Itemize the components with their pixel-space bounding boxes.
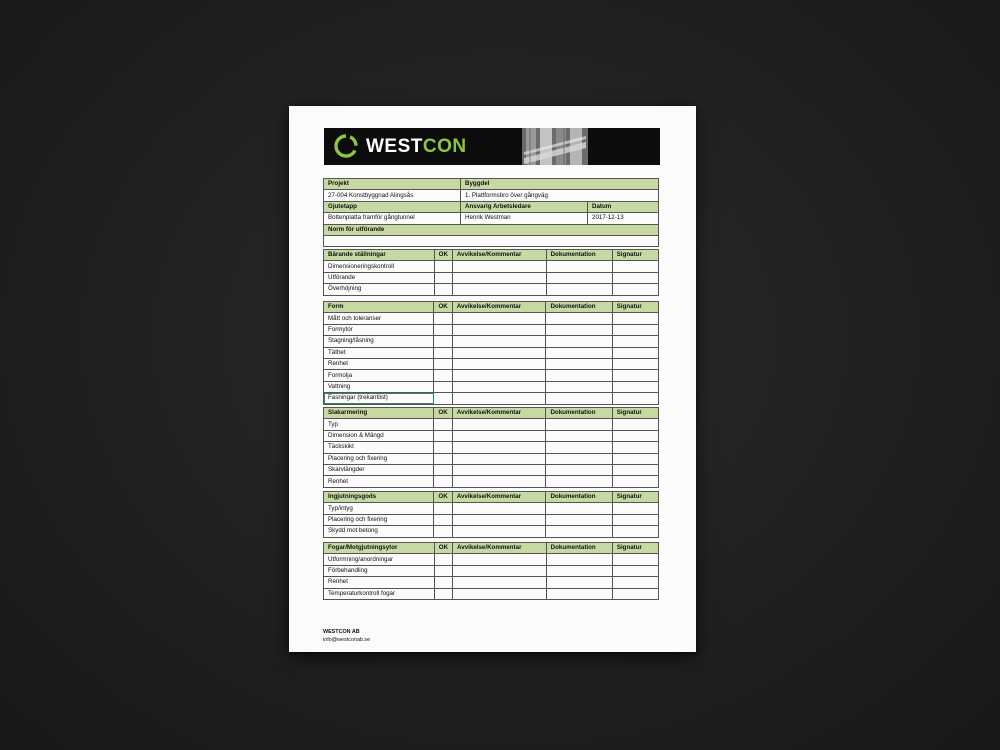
dokumentation-cell[interactable] <box>546 370 612 381</box>
ok-cell[interactable] <box>434 358 452 369</box>
footer-email[interactable]: info@westconab.se <box>323 637 371 643</box>
table-row <box>324 565 659 576</box>
avvikelse-cell[interactable] <box>452 453 546 464</box>
signatur-cell[interactable] <box>612 464 658 475</box>
avvikelse-cell[interactable] <box>452 336 546 347</box>
item-label: Renhet <box>324 476 434 487</box>
ok-cell[interactable] <box>434 577 452 588</box>
byggdel-value[interactable]: 1. Plattformsbro över gångväg <box>461 190 659 201</box>
projekt-value[interactable]: 27-004 Konstbyggnad Alingsås <box>324 190 461 201</box>
table-row <box>324 347 659 358</box>
section-title: Fogar/Motgjutningsytor <box>324 543 435 554</box>
ok-cell[interactable] <box>434 526 452 537</box>
avvikelse-cell[interactable] <box>452 370 546 381</box>
ok-cell[interactable] <box>434 393 452 404</box>
table-row <box>324 393 659 404</box>
ok-cell[interactable] <box>434 381 452 392</box>
column-ok: OK <box>434 492 452 503</box>
item-label: Dimension & Mängd <box>324 430 434 441</box>
dokumentation-cell[interactable] <box>546 381 612 392</box>
checklist-section-table <box>323 301 659 405</box>
dokumentation-cell[interactable] <box>546 554 612 565</box>
column-avvikelse: Avvikelse/Kommentar <box>452 250 546 261</box>
section-title: Slakarmering <box>324 408 434 419</box>
section-title: Bärande ställningar <box>324 250 435 261</box>
table-row <box>324 381 659 392</box>
dokumentation-cell[interactable] <box>546 324 612 335</box>
dokumentation-cell[interactable] <box>546 430 612 441</box>
ok-cell[interactable] <box>434 324 452 335</box>
dokumentation-cell[interactable] <box>546 442 612 453</box>
item-label: Täthet <box>324 347 434 358</box>
avvikelse-cell[interactable] <box>452 464 546 475</box>
section-header-row <box>324 250 659 261</box>
dokumentation-cell[interactable] <box>546 588 612 599</box>
building-photo <box>520 128 660 165</box>
item-label: Förbehandling <box>324 565 435 576</box>
norm-value[interactable] <box>324 235 659 246</box>
signatur-cell[interactable] <box>612 442 658 453</box>
table-row <box>324 554 659 565</box>
checklist-section-table <box>323 249 659 296</box>
item-label: Stagning/låsning <box>324 336 434 347</box>
datum-label: Datum <box>588 201 659 212</box>
avvikelse-cell[interactable] <box>452 313 546 324</box>
section-header-row <box>324 543 659 554</box>
signatur-cell[interactable] <box>612 503 658 514</box>
ok-cell[interactable] <box>434 554 452 565</box>
avvikelse-cell[interactable] <box>452 358 546 369</box>
document-page <box>289 106 696 652</box>
dokumentation-cell[interactable] <box>546 464 612 475</box>
ok-cell[interactable] <box>434 503 452 514</box>
item-label: Formytor <box>324 324 434 335</box>
logo-text-con: CON <box>422 136 467 157</box>
table-row <box>324 370 659 381</box>
table-row <box>324 442 659 453</box>
column-dokumentation: Dokumentation <box>546 543 612 554</box>
signatur-cell[interactable] <box>612 588 658 599</box>
ansvarig-label: Ansvarig Arbetsledare <box>461 201 588 212</box>
dokumentation-cell[interactable] <box>546 336 612 347</box>
datum-value[interactable]: 2017-12-13 <box>588 213 659 224</box>
signatur-cell[interactable] <box>612 514 658 525</box>
avvikelse-cell[interactable] <box>453 554 547 565</box>
dokumentation-cell[interactable] <box>546 313 612 324</box>
avvikelse-cell[interactable] <box>452 324 546 335</box>
ok-cell[interactable] <box>434 370 452 381</box>
item-label: Fasningar (trekantlist) <box>324 393 434 404</box>
item-label: Mått och toleranser <box>324 313 434 324</box>
column-avvikelse: Avvikelse/Kommentar <box>452 408 546 419</box>
avvikelse-cell[interactable] <box>452 284 546 295</box>
signatur-cell[interactable] <box>612 272 658 283</box>
table-row <box>324 588 659 599</box>
item-label: Renhet <box>324 358 434 369</box>
ok-cell[interactable] <box>434 336 452 347</box>
ok-cell[interactable] <box>434 430 452 441</box>
gjutetapp-value[interactable]: Bottenplatta framför gångtunnel <box>324 213 461 224</box>
item-label: Skydd mot betong <box>324 526 434 537</box>
ok-cell[interactable] <box>434 272 452 283</box>
norm-label: Norm för utförande <box>324 224 659 235</box>
signatur-cell[interactable] <box>612 419 658 430</box>
table-row <box>324 503 659 514</box>
ok-cell[interactable] <box>434 476 452 487</box>
signatur-cell[interactable] <box>612 347 658 358</box>
item-label: Placering och fixering <box>324 514 434 525</box>
column-avvikelse: Avvikelse/Kommentar <box>452 302 546 313</box>
item-label: Täckskikt <box>324 442 434 453</box>
item-label: Temperaturkontroll fogar <box>324 588 435 599</box>
signatur-cell[interactable] <box>612 526 658 537</box>
dokumentation-cell[interactable] <box>546 453 612 464</box>
avvikelse-cell[interactable] <box>452 430 546 441</box>
column-signatur: Signatur <box>612 492 658 503</box>
footer <box>323 628 370 644</box>
logo-wordmark <box>366 137 467 157</box>
table-row <box>324 464 659 475</box>
project-info-table <box>323 178 659 247</box>
item-label: Renhet <box>324 577 435 588</box>
table-row <box>324 419 659 430</box>
ok-cell[interactable] <box>434 464 452 475</box>
table-row <box>324 324 659 335</box>
column-signatur: Signatur <box>612 250 658 261</box>
table-row <box>324 514 659 525</box>
item-label: Utförande <box>324 272 435 283</box>
item-label: Formolja <box>324 370 434 381</box>
signatur-cell[interactable] <box>612 430 658 441</box>
column-signatur: Signatur <box>612 543 658 554</box>
signatur-cell[interactable] <box>612 565 658 576</box>
avvikelse-cell[interactable] <box>452 393 546 404</box>
item-label: Dimensioneringskontroll <box>324 261 435 272</box>
header-banner <box>324 128 660 165</box>
ok-cell[interactable] <box>434 514 452 525</box>
dokumentation-cell[interactable] <box>546 358 612 369</box>
table-row <box>324 453 659 464</box>
ok-cell[interactable] <box>434 313 452 324</box>
avvikelse-cell[interactable] <box>452 419 546 430</box>
dokumentation-cell[interactable] <box>546 272 612 283</box>
column-ok: OK <box>434 408 452 419</box>
avvikelse-cell[interactable] <box>453 565 547 576</box>
column-avvikelse: Avvikelse/Kommentar <box>453 543 547 554</box>
table-row <box>324 313 659 324</box>
checklist-section-table <box>323 407 659 488</box>
ok-cell[interactable] <box>434 284 452 295</box>
table-row <box>324 358 659 369</box>
ok-cell[interactable] <box>434 347 452 358</box>
signatur-cell[interactable] <box>612 336 658 347</box>
dokumentation-cell[interactable] <box>546 393 612 404</box>
table-row <box>324 476 659 487</box>
table-row <box>324 577 659 588</box>
table-row <box>324 430 659 441</box>
item-label: Överhöjning <box>324 284 435 295</box>
avvikelse-cell[interactable] <box>452 514 546 525</box>
table-row <box>324 284 659 295</box>
dokumentation-cell[interactable] <box>546 526 612 537</box>
avvikelse-cell[interactable] <box>452 272 546 283</box>
signatur-cell[interactable] <box>612 261 658 272</box>
signatur-cell[interactable] <box>612 577 658 588</box>
signatur-cell[interactable] <box>612 324 658 335</box>
section-header-row <box>324 302 659 313</box>
column-ok: OK <box>434 250 452 261</box>
avvikelse-cell[interactable] <box>452 442 546 453</box>
table-row <box>324 336 659 347</box>
dokumentation-cell[interactable] <box>546 419 612 430</box>
column-dokumentation: Dokumentation <box>546 302 612 313</box>
dokumentation-cell[interactable] <box>546 565 612 576</box>
signatur-cell[interactable] <box>612 284 658 295</box>
column-ok: OK <box>434 302 452 313</box>
item-label: Typ/intyg <box>324 503 434 514</box>
ok-cell[interactable] <box>434 453 452 464</box>
table-row <box>324 272 659 283</box>
ok-cell[interactable] <box>434 588 452 599</box>
avvikelse-cell[interactable] <box>452 261 546 272</box>
avvikelse-cell[interactable] <box>452 526 546 537</box>
logo-text-west: WEST <box>366 136 423 157</box>
avvikelse-cell[interactable] <box>452 381 546 392</box>
checklist-section-table <box>323 542 659 600</box>
column-dokumentation: Dokumentation <box>546 408 612 419</box>
dokumentation-cell[interactable] <box>546 476 612 487</box>
column-dokumentation: Dokumentation <box>546 250 612 261</box>
signatur-cell[interactable] <box>612 554 658 565</box>
ansvarig-value[interactable]: Henrik Westman <box>461 213 588 224</box>
byggdel-label: Byggdel <box>461 179 659 190</box>
projekt-label: Projekt <box>324 179 461 190</box>
column-avvikelse: Avvikelse/Kommentar <box>452 492 546 503</box>
ok-cell[interactable] <box>434 419 452 430</box>
section-title: Form <box>324 302 434 313</box>
ok-cell[interactable] <box>434 442 452 453</box>
section-title: Ingjutningsgods <box>324 492 434 503</box>
column-ok: OK <box>434 543 452 554</box>
dokumentation-cell[interactable] <box>546 514 612 525</box>
item-label: Utformning/anordningar <box>324 554 435 565</box>
gjutetapp-label: Gjutetapp <box>324 201 461 212</box>
signatur-cell[interactable] <box>612 393 658 404</box>
item-label: Skarvlängder <box>324 464 434 475</box>
dokumentation-cell[interactable] <box>546 577 612 588</box>
signatur-cell[interactable] <box>612 358 658 369</box>
westcon-logo-icon <box>334 134 358 158</box>
ok-cell[interactable] <box>434 565 452 576</box>
dokumentation-cell[interactable] <box>546 503 612 514</box>
ok-cell[interactable] <box>434 261 452 272</box>
footer-company: WESTCON AB <box>323 629 360 635</box>
dokumentation-cell[interactable] <box>546 284 612 295</box>
column-signatur: Signatur <box>612 302 658 313</box>
column-signatur: Signatur <box>612 408 658 419</box>
avvikelse-cell[interactable] <box>452 503 546 514</box>
column-dokumentation: Dokumentation <box>546 492 612 503</box>
section-header-row <box>324 408 659 419</box>
signatur-cell[interactable] <box>612 370 658 381</box>
avvikelse-cell[interactable] <box>453 588 547 599</box>
signatur-cell[interactable] <box>612 313 658 324</box>
item-label: Typ <box>324 419 434 430</box>
item-label: Vattning <box>324 381 434 392</box>
avvikelse-cell[interactable] <box>453 577 547 588</box>
signatur-cell[interactable] <box>612 476 658 487</box>
dokumentation-cell[interactable] <box>546 347 612 358</box>
checklist-section-table <box>323 491 659 538</box>
table-row <box>324 261 659 272</box>
avvikelse-cell[interactable] <box>452 476 546 487</box>
signatur-cell[interactable] <box>612 453 658 464</box>
signatur-cell[interactable] <box>612 381 658 392</box>
table-row <box>324 526 659 537</box>
avvikelse-cell[interactable] <box>452 347 546 358</box>
section-header-row <box>324 492 659 503</box>
dokumentation-cell[interactable] <box>546 261 612 272</box>
item-label: Placering och fixering <box>324 453 434 464</box>
